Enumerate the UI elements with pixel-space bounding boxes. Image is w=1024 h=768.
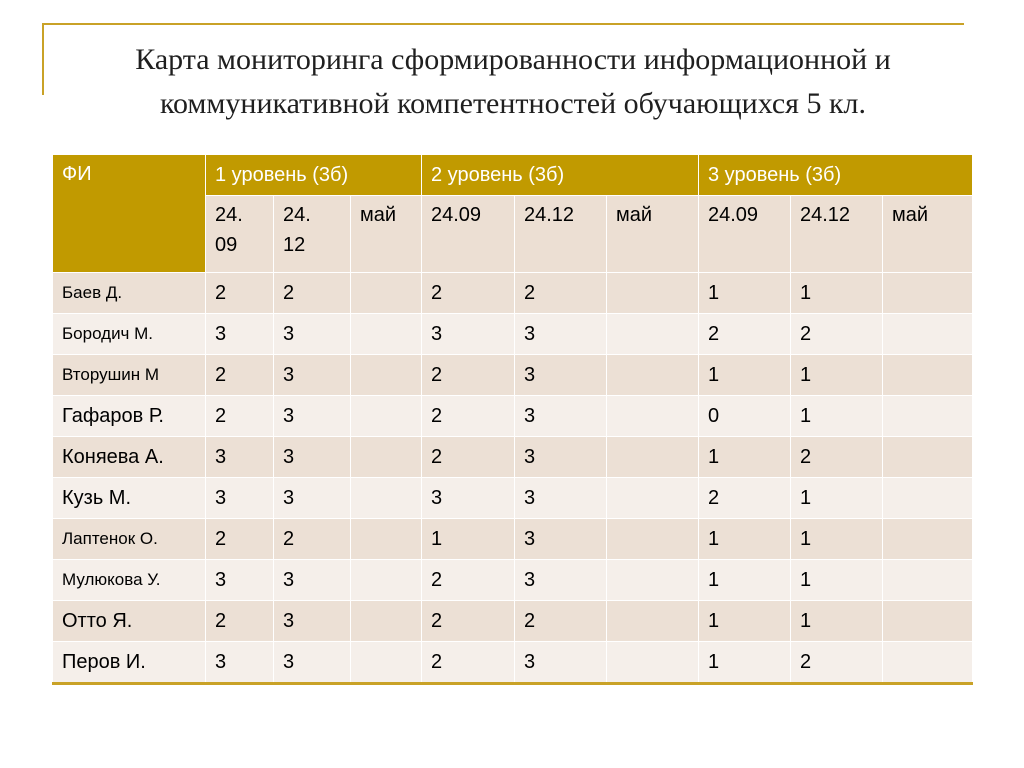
student-name: Бородич М. bbox=[53, 314, 206, 355]
score-cell: 1 bbox=[699, 273, 791, 314]
score-cell: 3 bbox=[515, 519, 607, 560]
score-cell bbox=[607, 478, 699, 519]
table-row bbox=[53, 396, 973, 437]
score-cell: 3 bbox=[515, 560, 607, 601]
score-cell: 3 bbox=[515, 314, 607, 355]
student-name: Мулюкова У. bbox=[53, 560, 206, 601]
score-cell: 1 bbox=[699, 560, 791, 601]
score-cell: 3 bbox=[515, 437, 607, 478]
date-header-cell: май bbox=[883, 196, 973, 273]
score-cell: 1 bbox=[791, 355, 883, 396]
table-row bbox=[53, 642, 973, 684]
score-cell bbox=[351, 478, 422, 519]
score-cell bbox=[351, 642, 422, 684]
score-cell: 2 bbox=[206, 396, 274, 437]
slide-frame-left-line bbox=[42, 23, 44, 95]
student-name: Баев Д. bbox=[53, 273, 206, 314]
score-cell: 2 bbox=[515, 273, 607, 314]
score-cell bbox=[351, 560, 422, 601]
score-cell: 3 bbox=[274, 601, 351, 642]
date-header-cell: 24.09 bbox=[699, 196, 791, 273]
date-header-cell: 24.09 bbox=[422, 196, 515, 273]
score-cell: 2 bbox=[515, 601, 607, 642]
score-cell: 2 bbox=[206, 273, 274, 314]
score-cell: 2 bbox=[791, 437, 883, 478]
table-row bbox=[53, 560, 973, 601]
table-row bbox=[53, 273, 973, 314]
score-cell: 3 bbox=[515, 478, 607, 519]
score-cell: 3 bbox=[515, 355, 607, 396]
score-cell: 2 bbox=[422, 601, 515, 642]
score-cell: 3 bbox=[422, 314, 515, 355]
score-cell: 3 bbox=[515, 642, 607, 684]
score-cell bbox=[883, 396, 973, 437]
table-row bbox=[53, 355, 973, 396]
score-cell bbox=[607, 314, 699, 355]
score-cell: 3 bbox=[206, 437, 274, 478]
date-header-cell: 24. 12 bbox=[274, 196, 351, 273]
score-cell bbox=[351, 396, 422, 437]
table-row bbox=[53, 437, 973, 478]
date-header-cell: май bbox=[351, 196, 422, 273]
score-cell: 1 bbox=[699, 437, 791, 478]
score-cell: 3 bbox=[206, 642, 274, 684]
score-cell: 2 bbox=[699, 478, 791, 519]
score-cell bbox=[883, 560, 973, 601]
score-cell bbox=[883, 437, 973, 478]
score-cell: 3 bbox=[274, 355, 351, 396]
score-cell: 1 bbox=[699, 519, 791, 560]
score-cell: 3 bbox=[274, 560, 351, 601]
slide-frame-top-line bbox=[42, 23, 964, 25]
score-cell bbox=[883, 601, 973, 642]
score-cell: 1 bbox=[699, 642, 791, 684]
student-name: Перов И. bbox=[53, 642, 206, 684]
score-cell bbox=[883, 273, 973, 314]
level-3-header: 3 уровень (3б) bbox=[699, 155, 973, 196]
level-2-header: 2 уровень (3б) bbox=[422, 155, 699, 196]
score-cell: 3 bbox=[274, 314, 351, 355]
fi-header: ФИ bbox=[53, 155, 206, 273]
level-1-header: 1 уровень (3б) bbox=[206, 155, 422, 196]
score-cell bbox=[883, 642, 973, 684]
score-cell bbox=[607, 437, 699, 478]
score-cell: 1 bbox=[699, 601, 791, 642]
table-row bbox=[53, 519, 973, 560]
score-cell bbox=[351, 601, 422, 642]
table-row bbox=[53, 601, 973, 642]
score-cell bbox=[883, 314, 973, 355]
score-cell bbox=[883, 519, 973, 560]
student-name: Отто Я. bbox=[53, 601, 206, 642]
score-cell: 1 bbox=[791, 396, 883, 437]
score-cell bbox=[883, 355, 973, 396]
score-cell bbox=[607, 396, 699, 437]
monitoring-table bbox=[52, 154, 973, 685]
score-cell: 3 bbox=[274, 437, 351, 478]
student-name: Лаптенок О. bbox=[53, 519, 206, 560]
score-cell: 3 bbox=[274, 642, 351, 684]
score-cell: 2 bbox=[422, 642, 515, 684]
score-cell bbox=[351, 314, 422, 355]
score-cell: 1 bbox=[791, 273, 883, 314]
date-header-cell: 24.12 bbox=[515, 196, 607, 273]
score-cell bbox=[351, 355, 422, 396]
score-cell: 1 bbox=[791, 601, 883, 642]
score-cell bbox=[607, 519, 699, 560]
table-body bbox=[53, 273, 973, 684]
score-cell: 2 bbox=[274, 273, 351, 314]
score-cell: 2 bbox=[422, 560, 515, 601]
score-cell bbox=[883, 478, 973, 519]
score-cell bbox=[607, 273, 699, 314]
score-cell bbox=[607, 601, 699, 642]
date-header-cell: 24.12 bbox=[791, 196, 883, 273]
score-cell: 0 bbox=[699, 396, 791, 437]
student-name: Гафаров Р. bbox=[53, 396, 206, 437]
score-cell bbox=[607, 355, 699, 396]
score-cell: 2 bbox=[699, 314, 791, 355]
score-cell: 2 bbox=[274, 519, 351, 560]
score-cell bbox=[351, 437, 422, 478]
score-cell: 2 bbox=[422, 437, 515, 478]
score-cell: 2 bbox=[422, 396, 515, 437]
score-cell: 3 bbox=[422, 478, 515, 519]
level-header-row bbox=[53, 155, 973, 196]
score-cell: 1 bbox=[791, 519, 883, 560]
student-name: Коняева А. bbox=[53, 437, 206, 478]
table-row bbox=[53, 314, 973, 355]
score-cell: 1 bbox=[791, 478, 883, 519]
score-cell bbox=[351, 519, 422, 560]
score-cell: 3 bbox=[206, 314, 274, 355]
score-cell: 3 bbox=[274, 478, 351, 519]
score-cell: 2 bbox=[422, 273, 515, 314]
score-cell: 1 bbox=[791, 560, 883, 601]
score-cell: 2 bbox=[422, 355, 515, 396]
score-cell: 2 bbox=[791, 314, 883, 355]
score-cell bbox=[351, 273, 422, 314]
score-cell: 3 bbox=[206, 478, 274, 519]
score-cell: 2 bbox=[206, 601, 274, 642]
score-cell bbox=[607, 560, 699, 601]
score-cell: 1 bbox=[422, 519, 515, 560]
score-cell: 3 bbox=[274, 396, 351, 437]
score-cell: 2 bbox=[206, 355, 274, 396]
score-cell: 1 bbox=[699, 355, 791, 396]
table-row bbox=[53, 478, 973, 519]
date-header-cell: 24. 09 bbox=[206, 196, 274, 273]
score-cell: 3 bbox=[206, 560, 274, 601]
student-name: Кузь М. bbox=[53, 478, 206, 519]
score-cell: 2 bbox=[791, 642, 883, 684]
date-header-cell: май bbox=[607, 196, 699, 273]
score-cell: 3 bbox=[515, 396, 607, 437]
score-cell: 2 bbox=[206, 519, 274, 560]
slide-title: Карта мониторинга сформированности информационной и коммуникативной компетентностей обучающихся 5 кл. bbox=[135, 43, 891, 120]
student-name: Вторушин М bbox=[53, 355, 206, 396]
score-cell bbox=[607, 642, 699, 684]
